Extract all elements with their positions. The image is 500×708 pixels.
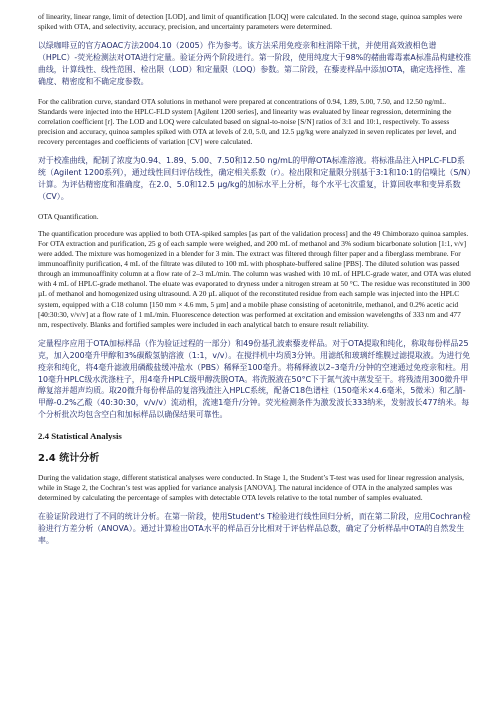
- subsection-label-ota-quantification: OTA Quantification.: [38, 211, 99, 221]
- paragraph-en-quantification: The quantification procedure was applied to both OTA-spiked samples [as part of the validation process] and the 49 Chimborazo quinoa samples. For OTA extraction and purification, 25 g of each sample were weighed, and 200 mL of methanol and 3% sodium bicarbonate solution [1:1, v/v] were added. The mixture was homogenized in a blender for 3 min. The extract was filtered through filter paper and a fiberglass membrane. For immunoaffinity purification, 4 mL of the filtrate was diluted to 100 mL with phosphate-buffered saline [PBS]. The diluted solution was passed through an immunoaffinity column at a flow rate of 2–3 mL/min. The column was washed with 10 mL of HPLC-grade water, and OTA was eluted with 4 mL of HPLC-grade methanol. The eluate was evaporated to dryness under a nitrogen stream at 50 °C. The residue was reconstituted in 300 µL of methanol and homogenized using ultrasound. A 20 µL aliquot of the reconstituted residue from each sample was injected into the HPLC system, equipped with a C18 column [150 mm × 4.6 mm, 5 µm] and a mobile phase consisting of acetonitrile, methanol, and 0.2% acetic acid [40:30:30, v/v/v] at a flow rate of 1 mL/min. Fluorescence detection was performed at excitation and emission wavelengths of 333 nm and 477 nm, respectively. Blanks and fortified samples were included in each analytical batch to ensure result reliability.: [38, 228, 471, 329]
- paragraph-zh-statistics: 在验证阶段进行了不同的统计分析。在第一阶段，使用Student's T检验进行线性回归分析，而在第二阶段，应用Cochran检验进行方差分析（ANOVA）。通过计算检出OTA水平的样品百分比相对于评估样品总数，确定了分析样品中OTA的自然发生率。: [38, 512, 471, 546]
- section-heading-zh: 2.4 统计分析: [38, 453, 100, 465]
- paragraph-en-method-intro: of linearity, linear range, limit of detection [LOD], and limit of quantification [LOQ] were calculated. In the second stage, quinoa samples were spiked with OTA, and selectivity, accuracy, precision, and uncertainty parameters were determined.: [38, 12, 463, 32]
- paragraph-zh-method-intro: 以绿咖啡豆的官方AOAC方法2004.10（2005）作为参考。该方法采用免疫亲和柱消除干扰，并使用高效液相色谱（HPLC）-荧光检测法对OTA进行定量。验证分两个阶段进行。第一阶段，使用纯度大于98%的赭曲霉毒素A标准品构建校准曲线，计算线性、线性范围、检出限（LOD）和定量限（LOQ）参数。第二阶段，在藜麦样品中添加OTA，确定选择性、准确度、精密度和不确定度参数。: [38, 41, 472, 86]
- paragraph-zh-quantification: 定量程序应用于OTA加标样品（作为验证过程的一部分）和49份基孔波索藜麦样品。对于OTA提取和纯化，称取每份样品25克，加入200毫升甲醇和3%碳酸氢钠溶液（1:1，v/v）。在搅拌机中均质3分钟。用滤纸和玻璃纤维膜过滤提取液。为进行免疫亲和纯化，将4毫升滤液用磷酸盐缓冲盐水（PBS）稀释至100毫升。将稀释液以2–3毫升/分钟的空速通过免疫亲和柱。用10毫升HPLC级水洗涤柱子，用4毫升HPLC级甲醇洗脱OTA。将洗脱液在50°C下于氮气流中蒸发至干。将残渣用300微升甲醇复溶并超声均质。取20微升每份样品的复溶残渣注入HPLC系统，配备C18色谱柱（150毫米×4.6毫米，5微米）和乙腈-甲醇-0.2%乙酸（40:30:30，v/v/v）流动相，流速1毫升/分钟。荧光检测条件为激发波长333纳米，发射波长477纳米。每个分析批次均包含空白和加标样品以确保结果可靠性。: [38, 338, 471, 420]
- paragraph-zh-calibration: 对于校准曲线，配制了浓度为0.94、1.89、5.00、7.50和12.50 ng/mL的甲醇OTA标准溶液。将标准品注入HPLC-FLD系统（Agilent 1200系列），通过线性回归评估线性，确定相关系数（r）。检出限和定量限分别基于3:1和10:1的信噪比（S/N）计算。为评估精密度和准确度，在2.0、5.0和12.5 µg/kg的加标水平上分析，每个水平七次重复，计算回收率和变异系数（CV）。: [38, 156, 471, 201]
- paragraph-en-calibration: For the calibration curve, standard OTA solutions in methanol were prepared at concentrations of 0.94, 1.89, 5.00, 7.50, and 12.50 ng/mL. Standards were injected into the HPLC-FLD system [Agilent 1200 series], and linearity was evaluated by linear regression, determining the correlation coefficient [r]. The LOD and LOQ were calculated based on signal-to-noise [S/N] ratios of 3:1 and 10:1, respectively. To assess precision and accuracy, quinoa samples spiked with OTA at levels of 2.0, 5.0, and 12.5 µg/kg were analyzed in seven replicates per level, and recovery percentages and coefficients of variation [CV] were calculated.: [38, 96, 457, 147]
- section-heading-en: 2.4 Statistical Analysis: [38, 431, 122, 442]
- paragraph-en-statistics: During the validation stage, different statistical analyses were conducted. In Stage 1, the Student’s T-test was used for linear regression analysis, while in Stage 2, the Cochran’s test was applied for variance analysis [ANOVA]. The natural incidence of OTA in the analyzed samples was determined by calculating the percentage of samples with detectable OTA levels relative to the total number of samples evaluated.: [38, 473, 464, 503]
